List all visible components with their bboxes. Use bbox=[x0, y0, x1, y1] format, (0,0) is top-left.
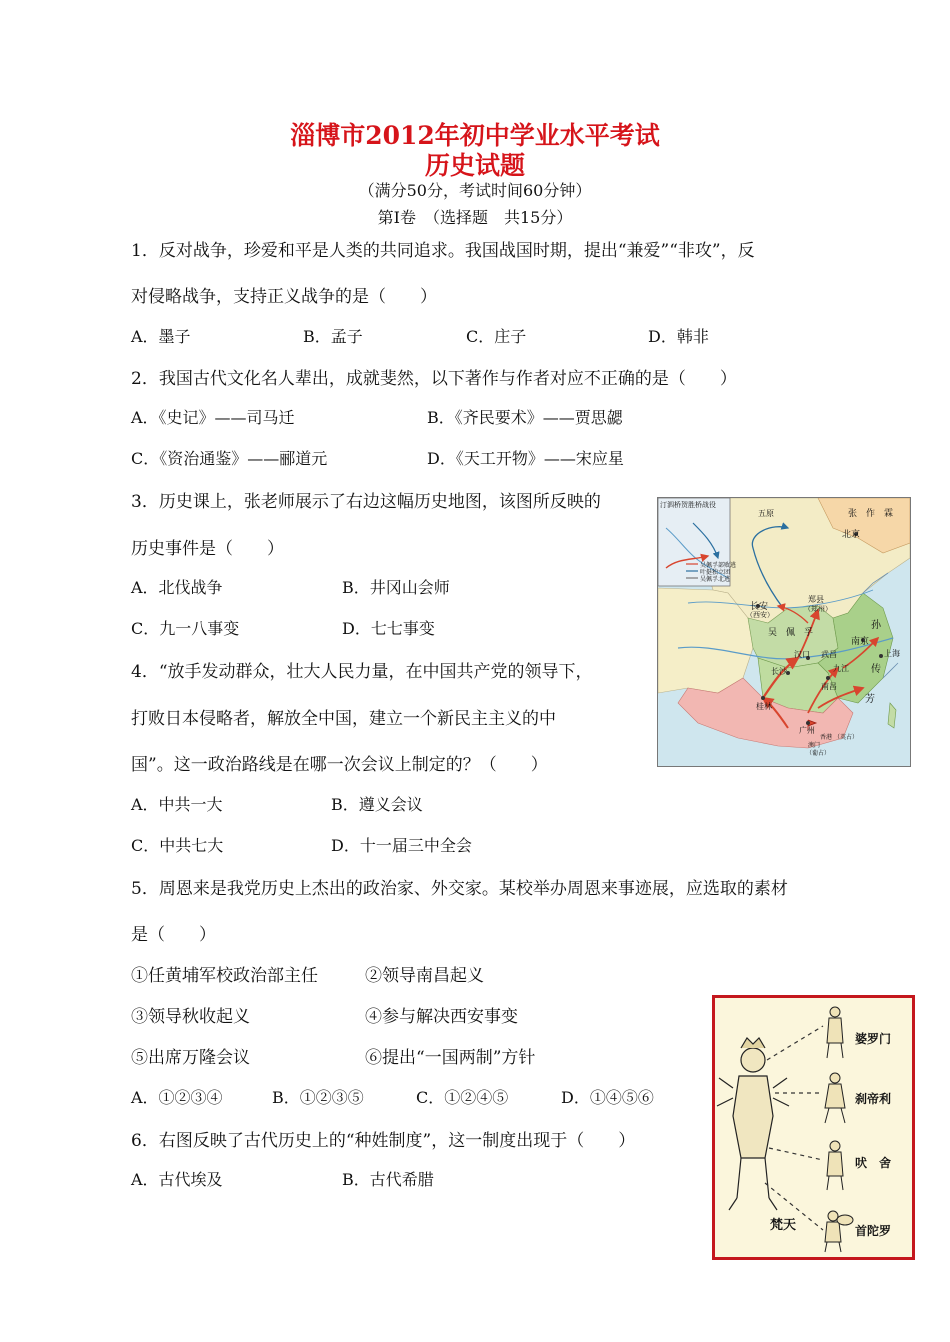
q3-option-b[interactable]: B．井冈山会师 bbox=[342, 578, 450, 597]
question-2-line-1: 2．我国古代文化名人辈出，成就斐然，以下著作与作者对应不正确的是（ ） bbox=[131, 369, 737, 389]
q2-option-d[interactable]: D．《天工开物》——宋应星 bbox=[427, 449, 624, 468]
q2-option-b[interactable]: B．《齐民要术》——贾思勰 bbox=[427, 408, 623, 427]
label-zhang-zuolin: 张 作 霖 bbox=[848, 509, 894, 519]
label-shanghai: 上海 bbox=[884, 649, 900, 658]
label-wuchang: 武昌 bbox=[821, 650, 837, 659]
label-macau-portuguese: （葡占） bbox=[806, 750, 831, 757]
q1-option-a[interactable]: A．墨子 bbox=[131, 327, 191, 346]
question-3-line-1: 3．历史课上，张老师展示了右边这幅历史地图，该图所反映的 bbox=[131, 492, 601, 512]
label-guangzhou: 广州 bbox=[799, 726, 815, 735]
caste-system-figure bbox=[712, 995, 915, 1260]
q1-option-d[interactable]: D．韩非 bbox=[648, 327, 709, 346]
question-4-line-1: 4．“放手发动群众，壮大人民力量，在中国共产党的领导下， bbox=[131, 662, 593, 682]
question-4-line-2: 打败日本侵略者，解放全中国，建立一个新民主主义的中 bbox=[131, 709, 556, 729]
q3-option-d[interactable]: D．七七事变 bbox=[342, 619, 435, 638]
label-changsha: 长沙 bbox=[771, 667, 787, 676]
q1-option-c[interactable]: C．庄子 bbox=[466, 327, 527, 346]
q5-item-5: ⑤出席万隆会议 bbox=[131, 1048, 250, 1068]
northern-expedition-map bbox=[657, 497, 911, 767]
caste-brahmin: 婆罗门 bbox=[855, 1032, 892, 1046]
label-wuyuan: 五原 bbox=[758, 509, 774, 518]
label-chuan: 传 bbox=[871, 664, 881, 675]
caste-shudra: 首陀罗 bbox=[855, 1224, 892, 1238]
question-5-line-1: 5．周恩来是我党历史上杰出的政治家、外交家。某校举办周恩来事迹展，应选取的素材 bbox=[131, 879, 788, 899]
label-beijing: 北京 bbox=[842, 530, 861, 540]
q4-option-c[interactable]: C．中共七大 bbox=[131, 836, 224, 855]
exam-note: （满分50分，考试时间60分钟） bbox=[358, 181, 592, 200]
label-fang: 芳 bbox=[865, 694, 875, 705]
q6-option-b[interactable]: B．古代希腊 bbox=[342, 1170, 434, 1189]
q4-option-a[interactable]: A．中共一大 bbox=[131, 795, 223, 814]
exam-title: 淄博市2012年初中学业水平考试 bbox=[290, 121, 660, 150]
q2-option-c[interactable]: C．《资治通鉴》——郦道元 bbox=[131, 449, 328, 468]
q3-option-c[interactable]: C．九一八事变 bbox=[131, 619, 240, 638]
q5-option-a[interactable]: A．①②③④ bbox=[131, 1088, 223, 1107]
question-6-line-1: 6．右图反映了古代历史上的“种姓制度”，这一制度出现于（ ） bbox=[131, 1131, 636, 1151]
question-1-line-2: 对侵略战争，支持正义战争的是（ ） bbox=[131, 287, 437, 307]
legend-item-2: 叶挺独立团 bbox=[700, 569, 731, 576]
label-guilin: 桂林 bbox=[756, 702, 772, 711]
q5-option-c[interactable]: C．①②④⑤ bbox=[416, 1088, 509, 1107]
label-wu-peifu: 吴 佩 孚 bbox=[768, 628, 814, 638]
label-jiujiang: 九江 bbox=[833, 664, 849, 673]
q3-option-a[interactable]: A．北伐战争 bbox=[131, 578, 223, 597]
legend-item-1: 吴佩孚部败逃 bbox=[700, 562, 737, 569]
label-hongkong-british: （英占） bbox=[834, 734, 859, 741]
q1-option-b[interactable]: B．孟子 bbox=[303, 327, 363, 346]
q4-option-d[interactable]: D．十一届三中全会 bbox=[331, 836, 472, 855]
legend-item-3: 吴佩孚北逃 bbox=[700, 576, 731, 583]
label-hankou: 汉口 bbox=[794, 650, 810, 659]
question-4-line-3: 国”。这一政治路线是在哪一次会议上制定的？（ ） bbox=[131, 755, 548, 775]
label-nanchang: 南昌 bbox=[821, 682, 837, 691]
q2-option-a[interactable]: A．《史记》——司马迁 bbox=[131, 408, 295, 427]
q5-item-2: ②领导南昌起义 bbox=[365, 966, 484, 986]
exam-subject: 历史试题 bbox=[424, 151, 525, 180]
question-1-line-1: 1．反对战争，珍爱和平是人类的共同追求。我国战国时期，提出“兼爱”“非攻”，反 bbox=[131, 241, 755, 261]
q4-option-b[interactable]: B．遵义会议 bbox=[331, 795, 423, 814]
map-inset-title: 汀泗桥贺胜桥战役 bbox=[660, 501, 716, 509]
caste-vaishya: 吠 舍 bbox=[855, 1156, 892, 1170]
label-zhengxian: 郑县 bbox=[808, 595, 824, 604]
q5-item-4: ④参与解决西安事变 bbox=[365, 1007, 518, 1027]
question-3-line-2: 历史事件是（ ） bbox=[131, 539, 284, 559]
label-brahma: 梵天 bbox=[770, 1218, 797, 1233]
q5-option-b[interactable]: B．①②③⑤ bbox=[272, 1088, 364, 1107]
q6-option-a[interactable]: A．古代埃及 bbox=[131, 1170, 223, 1189]
label-sun: 孙 bbox=[871, 620, 881, 631]
label-zhengzhou: （郑州） bbox=[804, 605, 832, 613]
label-changan: 长安 bbox=[750, 602, 769, 612]
q5-item-6: ⑥提出“一国两制”方针 bbox=[365, 1048, 536, 1068]
label-macau: 澳门 bbox=[808, 742, 821, 749]
label-xian: （西安） bbox=[746, 611, 774, 619]
q5-item-3: ③领导秋收起义 bbox=[131, 1007, 250, 1027]
label-nanjing: 南京 bbox=[851, 637, 870, 647]
label-hongkong: 香港 bbox=[820, 734, 833, 741]
q5-option-d[interactable]: D．①④⑤⑥ bbox=[561, 1088, 654, 1107]
question-5-line-2: 是（ ） bbox=[131, 925, 216, 945]
caste-kshatriya: 刹帝利 bbox=[855, 1092, 892, 1106]
section-heading: 第Ⅰ卷 （选择题 共15分） bbox=[377, 208, 573, 227]
q5-item-1: ①任黄埔军校政治部主任 bbox=[131, 966, 318, 986]
